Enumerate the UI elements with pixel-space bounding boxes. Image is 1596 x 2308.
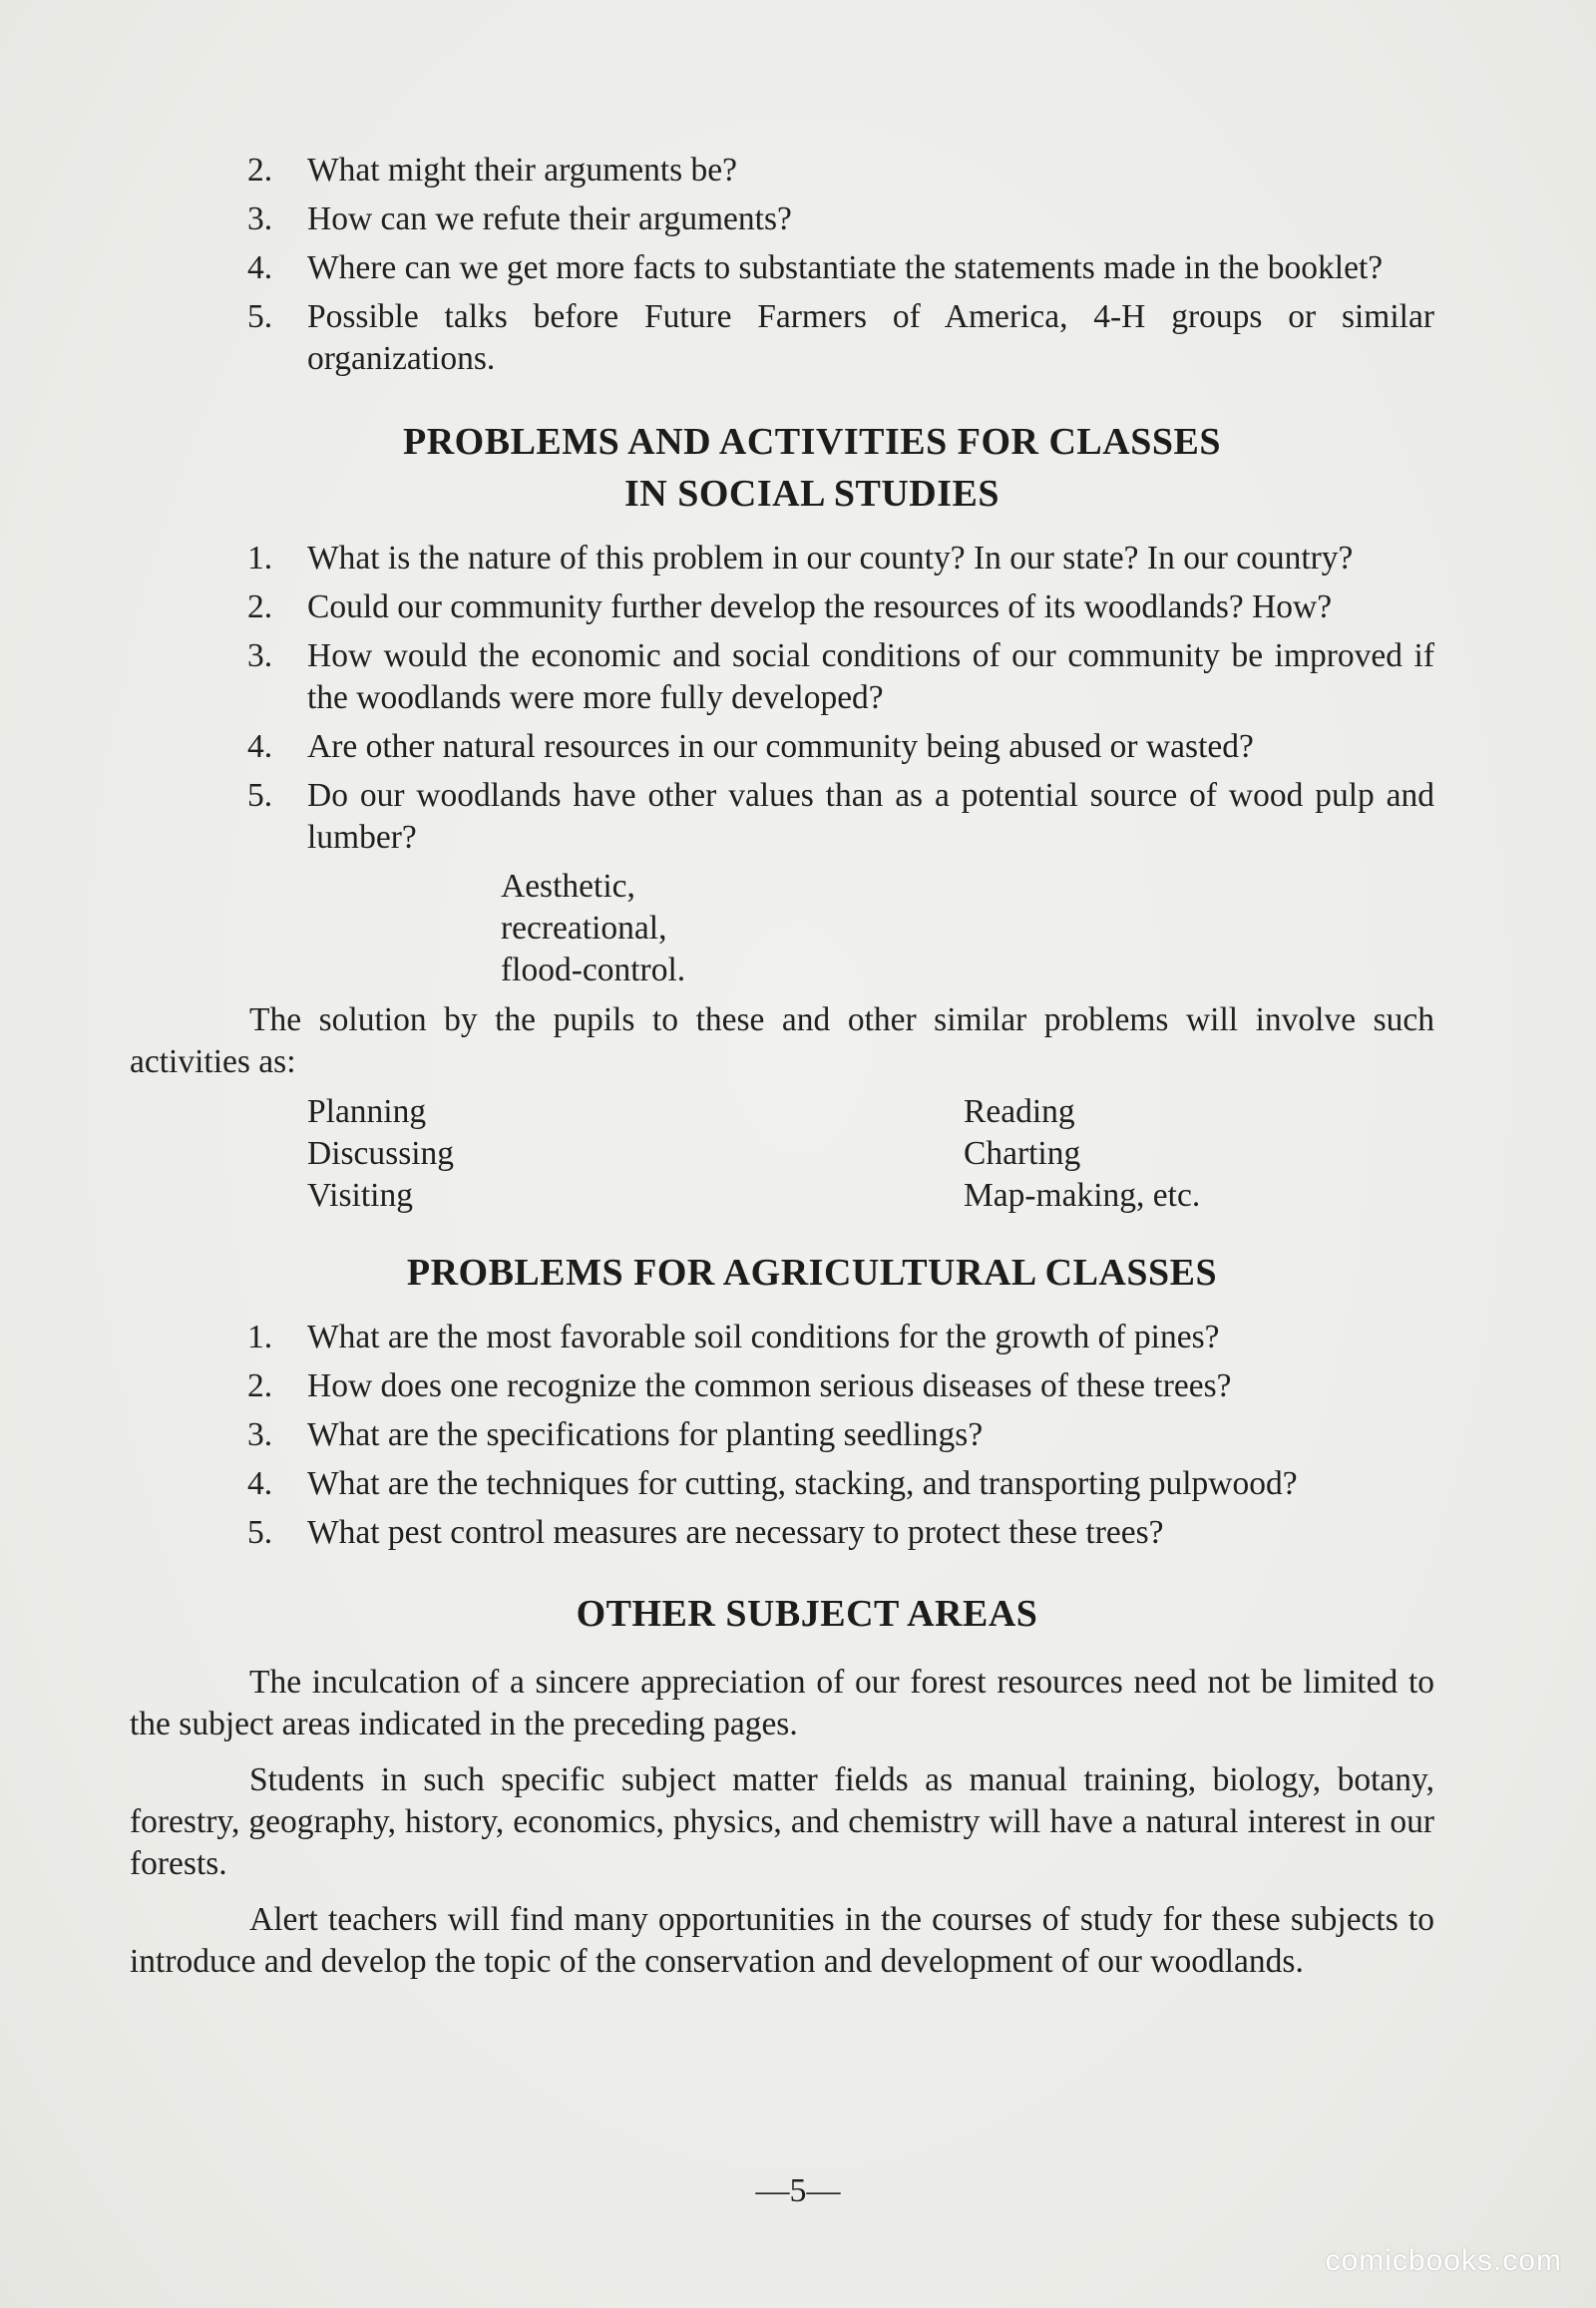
activity-item: Reading — [964, 1093, 1075, 1130]
item-text: Could our community further develop the resources of its woodlands? How? — [307, 588, 1333, 625]
list-item — [130, 150, 1434, 192]
item-text: Possible talks before Future Farmers of America, 4-H groups or similar organizations. — [307, 298, 1434, 377]
list-item — [130, 1317, 1434, 1358]
list-item — [130, 1512, 1434, 1554]
activity-item: Map-making, etc. — [964, 1177, 1201, 1214]
item-text: What might their arguments be? — [307, 152, 738, 189]
item-number: 3. — [247, 637, 273, 674]
list-item — [130, 635, 1434, 719]
item-text: What pest control measures are necessary to protect these trees? — [307, 1514, 1164, 1551]
other-paragraph-2: Students in such specific subject matter fields as manual training, biology, botany, forestry, geography, history, economics, physics, and chemistry will have a natural interest in our forests. — [130, 1761, 1434, 1882]
social-studies-heading — [130, 416, 1434, 520]
list-item — [130, 726, 1434, 768]
item-text: Do our woodlands have other values than as a potential source of wood pulp and lumber? — [307, 777, 1434, 856]
list-item — [130, 198, 1434, 240]
item-number: 5. — [247, 777, 273, 814]
social-studies-list — [130, 538, 1434, 859]
activity-item: Discussing — [307, 1135, 455, 1172]
item-number: 5. — [247, 1514, 273, 1551]
item-text: What are the techniques for cutting, stacking, and transporting pulpwood? — [307, 1465, 1298, 1502]
agricultural-list — [130, 1317, 1434, 1554]
list-item — [130, 247, 1434, 289]
item-text: Where can we get more facts to substantiate the statements made in the booklet? — [307, 249, 1384, 286]
list-item — [130, 1414, 1434, 1456]
item-text: How can we refute their arguments? — [307, 200, 792, 237]
activities-grid — [130, 1091, 1434, 1217]
item-text: What are the most favorable soil conditions for the growth of pines? — [307, 1319, 1220, 1355]
other-subjects-heading: OTHER SUBJECT AREAS — [576, 1593, 1038, 1635]
list-item — [130, 586, 1434, 628]
heading-line-1: PROBLEMS AND ACTIVITIES FOR CLASSES — [403, 421, 1221, 463]
list-item — [130, 538, 1434, 579]
item-text: How does one recognize the common serious diseases of these trees? — [307, 1367, 1232, 1404]
list-item — [130, 775, 1434, 859]
item-text: What are the specifications for planting seedlings? — [307, 1416, 984, 1453]
item-text: How would the economic and social conditions of our community be improved if the woodlands were more fully developed? — [307, 637, 1434, 716]
continued-question-list — [130, 150, 1434, 380]
list-item — [130, 1365, 1434, 1407]
value-item: Aesthetic, — [501, 868, 635, 905]
list-item — [130, 1463, 1434, 1505]
document-body — [130, 150, 1434, 1997]
watermark: comicbooks.com — [1325, 2244, 1562, 2277]
item-text: What is the nature of this problem in our county? In our state? In our country? — [307, 540, 1354, 577]
item-number: 3. — [247, 200, 273, 237]
value-item: flood-control. — [501, 952, 686, 988]
activity-item: Planning — [307, 1093, 427, 1130]
item-text: Are other natural resources in our community being abused or wasted? — [307, 728, 1254, 765]
item-number: 5. — [247, 298, 273, 335]
other-paragraph-3: Alert teachers will find many opportunities in the courses of study for these subjects to introduce and develop the topic of the conservation and development of our woodlands. — [130, 1901, 1434, 1980]
item-number: 2. — [247, 1367, 273, 1404]
item-number: 3. — [247, 1416, 273, 1453]
item-number: 1. — [247, 540, 273, 577]
item-number: 4. — [247, 1465, 273, 1502]
agricultural-heading: PROBLEMS FOR AGRICULTURAL CLASSES — [406, 1252, 1218, 1294]
item-number: 2. — [247, 588, 273, 625]
solution-paragraph: The solution by the pupils to these and other similar problems will involve such activities as: — [130, 1001, 1434, 1080]
value-item: recreational, — [501, 910, 667, 947]
activity-item: Charting — [964, 1135, 1081, 1172]
page-number: —5— — [755, 2172, 841, 2209]
list-item — [130, 296, 1434, 380]
other-paragraph-1: The inculcation of a sincere appreciation of our forest resources need not be limited to the subject areas indicated in the preceding pages. — [130, 1664, 1434, 1742]
item-number: 4. — [247, 728, 273, 765]
item-number: 4. — [247, 249, 273, 286]
woodland-values-list — [130, 866, 1434, 991]
item-number: 1. — [247, 1319, 273, 1355]
heading-line-2: IN SOCIAL STUDIES — [624, 473, 999, 515]
item-number: 2. — [247, 152, 273, 189]
activity-item: Visiting — [307, 1177, 413, 1214]
